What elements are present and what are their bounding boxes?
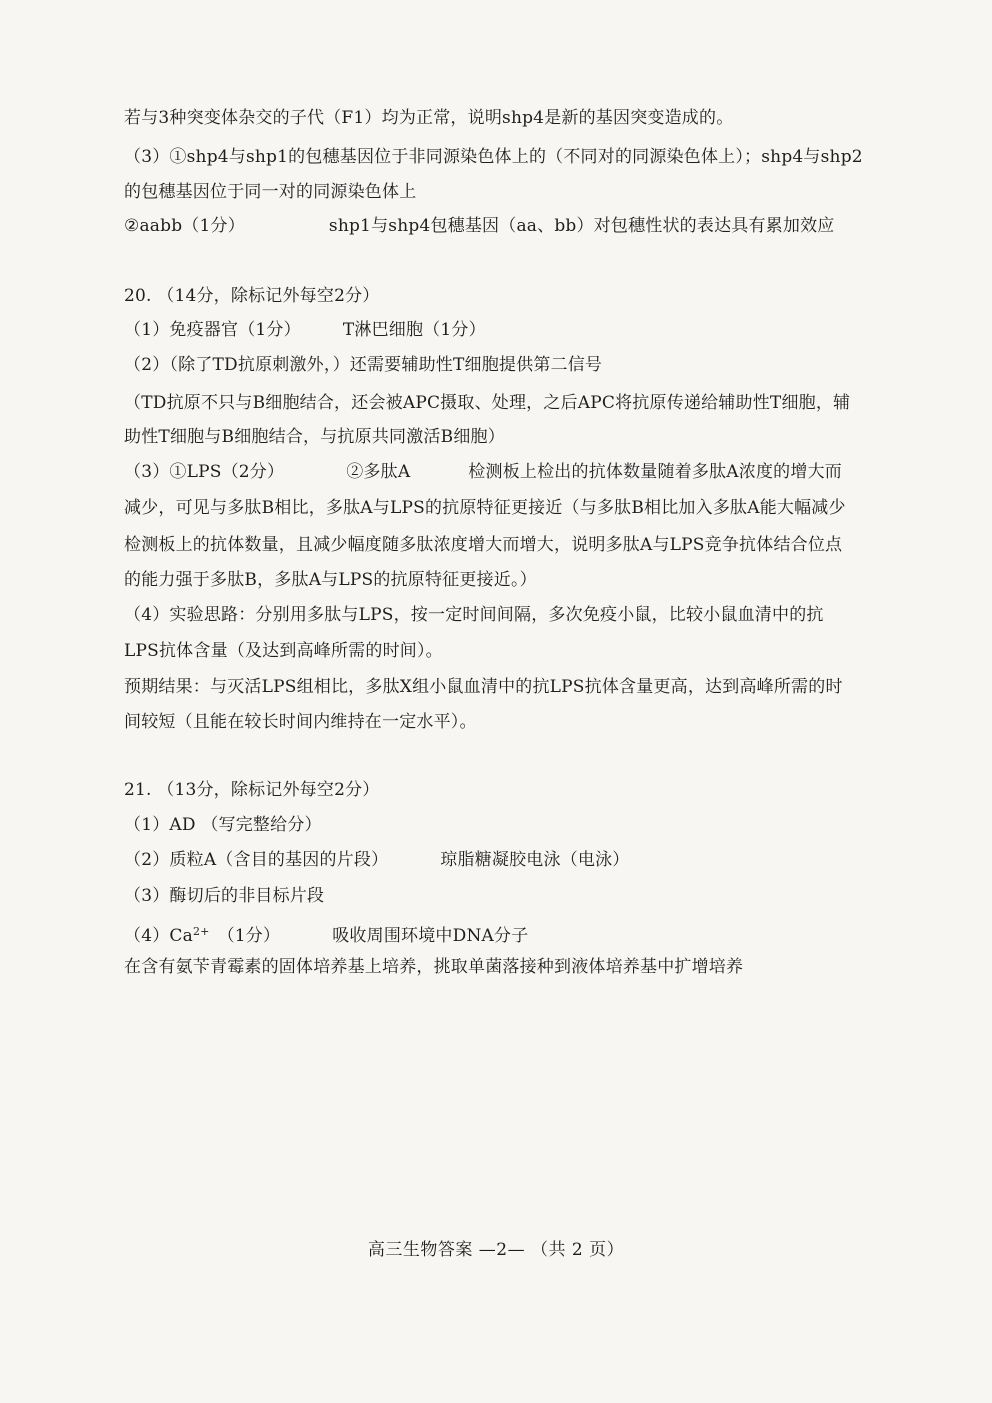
text-line (124, 675, 843, 699)
line-text: LPS抗体含量（及达到高峰所需的时间）。 (124, 641, 443, 661)
line-text: 间较短（且能在较长时间内维持在一定水平）。 (124, 712, 477, 732)
text-line (124, 848, 630, 872)
text-line (124, 353, 602, 377)
line-text: 检测板上检出的抗体数量随着多肽A浓度的增大而 (468, 462, 842, 482)
text-line (124, 955, 743, 979)
line-text: 吸收周围环境中DNA分子 (332, 926, 529, 946)
line-text: （3）①LPS（2分） (124, 462, 285, 482)
text-line (124, 710, 477, 734)
line-text: 的包穗基因位于同一对的同源染色体上 (124, 182, 417, 202)
line-text: T淋巴细胞（1分） (342, 320, 486, 340)
text-line (124, 106, 733, 130)
text-line (124, 318, 486, 342)
line-text: 预期结果：与灭活LPS组相比，多肽X组小鼠血清中的抗LPS抗体含量更高，达到高峰所需的时 (124, 677, 843, 697)
line-text: 的能力强于多肽B，多肽A与LPS的抗原特征更接近。） (124, 570, 537, 590)
line-text: （1）AD （写完整给分） (124, 815, 322, 835)
line-text: 助性T细胞与B细胞结合，与抗原共同激活B细胞） (124, 427, 505, 447)
text-line (124, 180, 416, 204)
line-text: shp1与shp4包穗基因（aa、bb）对包穗性状的表达具有累加效应 (328, 216, 835, 236)
line-text: （3）①shp4与shp1的包穗基因位于非同源染色体上的（不同对的同源染色体上）；shp4与shp2 (124, 147, 863, 167)
text-line (124, 425, 505, 449)
line-text: ②aabb（1分） (124, 216, 245, 236)
line-text: 若与3种突变体杂交的子代（F1）均为正常，说明shp4是新的基因突变造成的。 (124, 108, 734, 128)
line-text: （1）免疫器官（1分） (124, 320, 301, 340)
superscript: 2+ (192, 925, 210, 938)
line-text: 21. （13分，除标记外每空2分） (124, 780, 380, 800)
line-text: 减少，可见与多肽B相比，多肽A与LPS的抗原特征更接近（与多肽B相比加入多肽A能大幅减少 (124, 498, 846, 518)
line-text: （2）质粒A（含目的基因的片段） (124, 850, 389, 870)
line-text: 20. （14分，除标记外每空2分） (124, 286, 380, 306)
line-text: （TD抗原不只与B细胞结合，还会被APC摄取、处理，之后APC将抗原传递给辅助性T细胞，辅 (124, 393, 851, 413)
text-line (124, 460, 842, 484)
text-line (124, 533, 842, 557)
text-line (124, 496, 846, 520)
text-line (124, 214, 834, 238)
page-footer: 高三生物答案 —2— （共 2 页） (367, 1240, 625, 1260)
question-heading (124, 778, 380, 802)
line-text: （4）Ca (124, 926, 193, 946)
line-text: （2）（除了TD抗原刺激外，）还需要辅助性T细胞提供第二信号 (124, 355, 603, 375)
line-text: 检测板上的抗体数量，且减少幅度随多肽浓度增大而增大，说明多肽A与LPS竞争抗体结合位点 (124, 535, 843, 555)
text-line (124, 813, 322, 837)
line-text: （1分） (217, 926, 281, 946)
question-heading (124, 284, 380, 308)
text-line (124, 639, 443, 663)
line-text: ②多肽A (346, 462, 411, 482)
text-line (124, 391, 850, 415)
text-line (124, 568, 537, 592)
line-text: 在含有氨苄青霉素的固体培养基上培养，挑取单菌落接种到液体培养基中扩增培养 (124, 957, 744, 977)
text-line (124, 145, 863, 169)
text-line (124, 603, 824, 627)
text-line (124, 920, 528, 948)
line-text: （4）实验思路：分别用多肽与LPS，按一定时间间隔，多次免疫小鼠，比较小鼠血清中的抗 (124, 605, 824, 625)
line-text: （3）酶切后的非目标片段 (124, 886, 325, 906)
line-text: 琼脂糖凝胶电泳（电泳） (440, 850, 630, 870)
text-line (124, 884, 324, 908)
